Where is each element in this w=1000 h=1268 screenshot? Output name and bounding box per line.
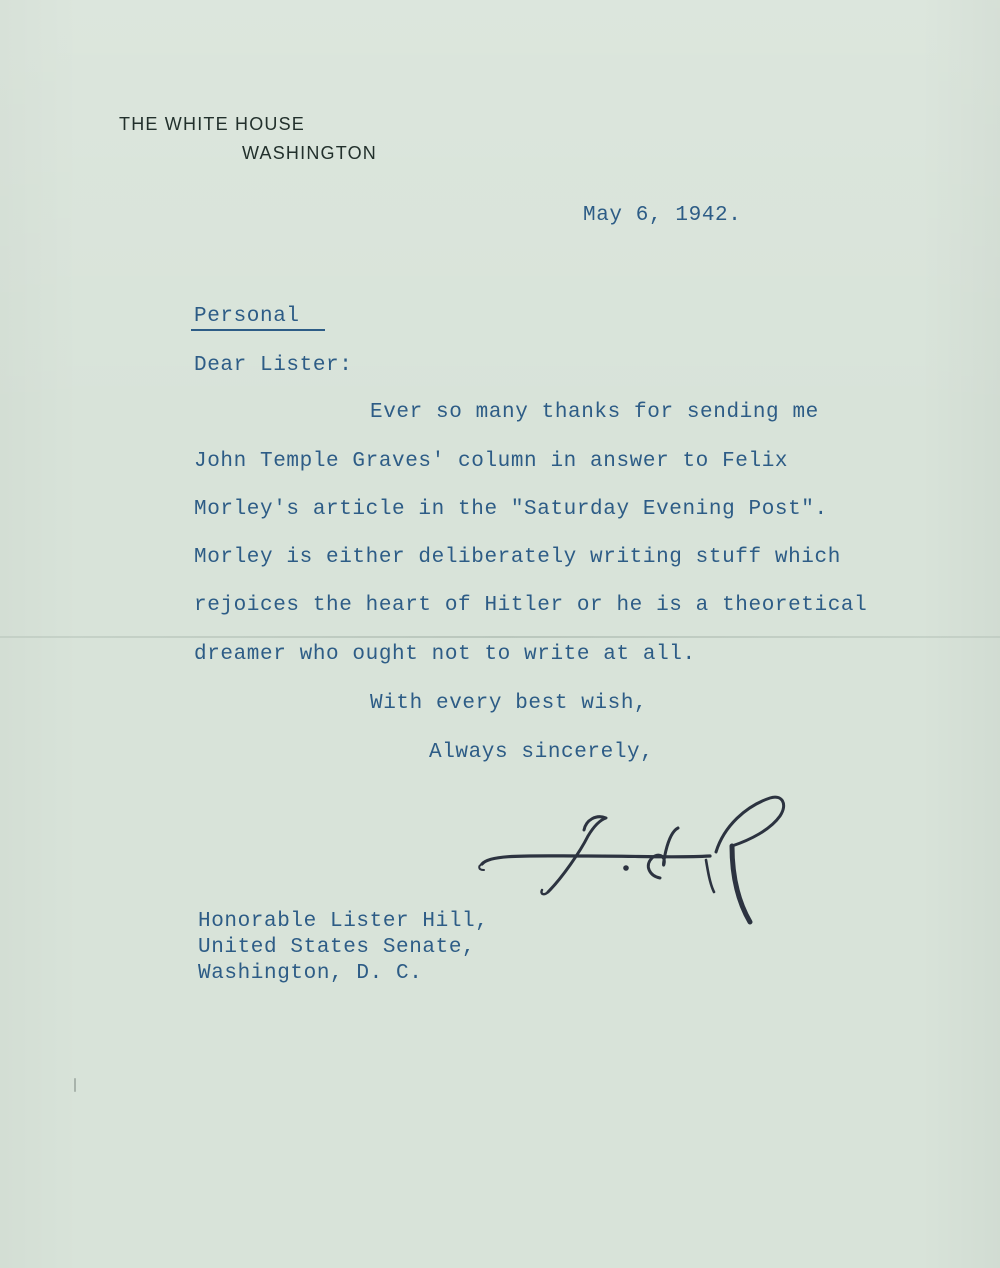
address-name: Honorable Lister Hill,: [198, 910, 489, 933]
body-line: John Temple Graves' column in answer to Felix: [194, 450, 789, 473]
body-line: Morley's article in the "Saturday Evening Post".: [194, 498, 828, 521]
body-line: rejoices the heart of Hitler or he is a theoretical: [194, 594, 868, 617]
salutation: Dear Lister:: [194, 354, 353, 377]
paper-speck: [74, 1078, 76, 1092]
address-city: Washington, D. C.: [198, 962, 423, 985]
letter-date: May 6, 1942.: [583, 204, 742, 227]
address-office: United States Senate,: [198, 936, 476, 959]
body-line: dreamer who ought not to write at all.: [194, 643, 696, 666]
personal-underline: [191, 329, 325, 331]
paper-fold-line: [0, 636, 1000, 638]
closing-signoff: Always sincerely,: [429, 741, 654, 764]
letterhead-city: WASHINGTON: [242, 143, 378, 163]
body-line: Ever so many thanks for sending me: [370, 401, 819, 424]
body-line: Morley is either deliberately writing stuff which: [194, 546, 841, 569]
personal-marking: Personal: [194, 305, 300, 328]
closing-wish: With every best wish,: [370, 692, 648, 715]
letterhead-title: THE WHITE HOUSE: [119, 114, 306, 134]
signature-icon: [470, 780, 810, 940]
